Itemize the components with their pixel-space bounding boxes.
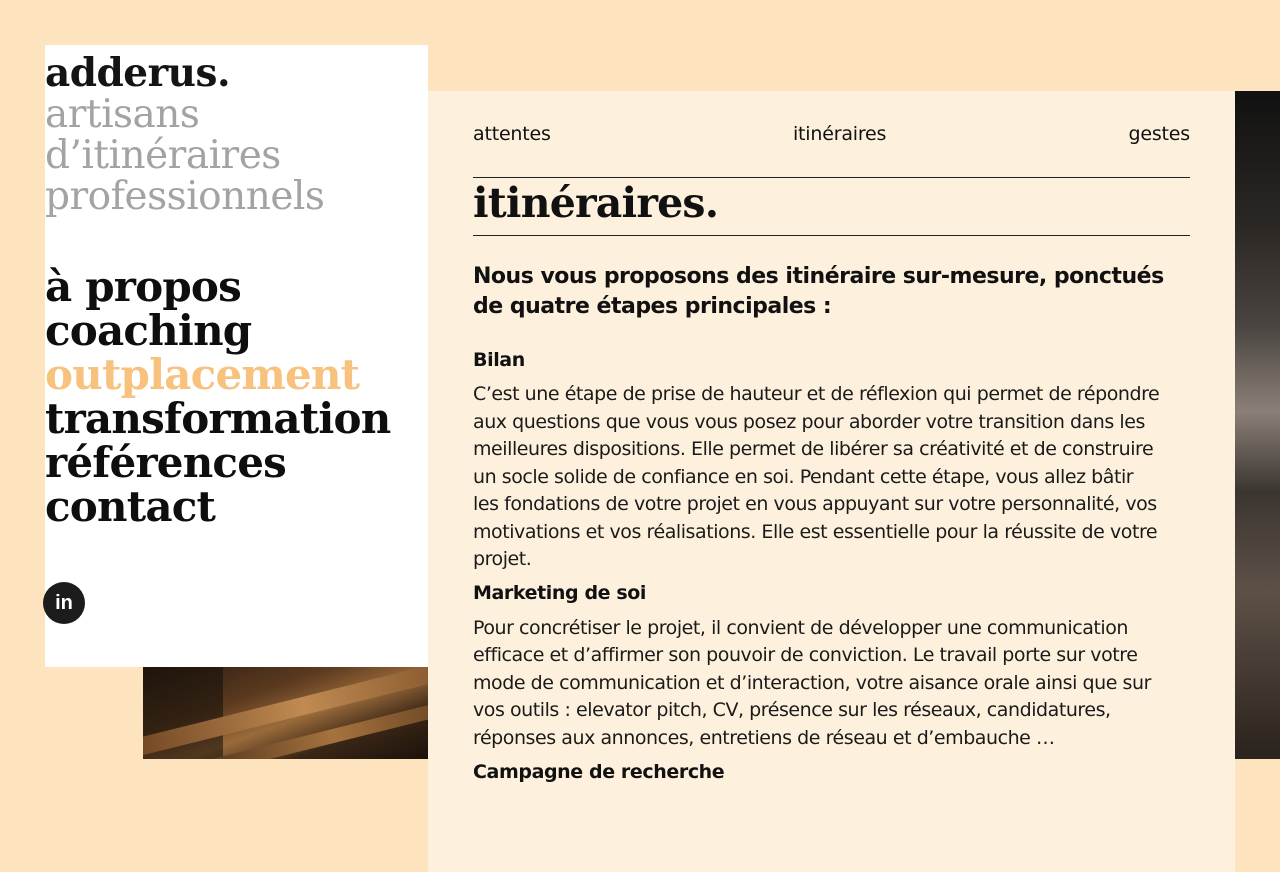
tab-gestes[interactable]: gestes bbox=[1128, 123, 1190, 145]
decorative-photo-left bbox=[143, 667, 428, 759]
linkedin-icon[interactable] bbox=[43, 582, 85, 624]
menu-item-coaching[interactable]: coaching bbox=[45, 306, 252, 355]
tab-attentes[interactable]: attentes bbox=[473, 123, 551, 145]
section-title-campagne: Campagne de recherche bbox=[473, 761, 725, 783]
main-menu bbox=[45, 262, 428, 531]
section-body-marketing: Pour concrétiser le projet, il convient de développer une communication efficace et d’affirmer son pouvoir de conviction. Le travail porte sur votre mode de communication et d’interaction, votre aisance orale ainsi que sur vos outils : elevator pitch, CV, présence sur les réseaux, candidatures, réponses aux annonces, entretiens de réseau et d’embauche … bbox=[473, 616, 1151, 749]
intro-text: Nous vous proposons des itinéraire sur-mesure, ponctués de quatre étapes principales : bbox=[473, 264, 1164, 319]
brand-tagline-line: d’itinéraires bbox=[45, 133, 281, 178]
brand[interactable] bbox=[45, 45, 428, 217]
section-tabs bbox=[473, 91, 1190, 178]
section-title-marketing: Marketing de soi bbox=[473, 581, 647, 604]
menu-item-contact[interactable]: contact bbox=[45, 482, 216, 531]
brand-tagline-line: professionnels bbox=[45, 174, 325, 219]
brand-tagline-line: artisans bbox=[45, 92, 200, 137]
decorative-photo-right bbox=[1235, 91, 1280, 759]
content-panel bbox=[428, 91, 1235, 872]
menu-item-references[interactable]: références bbox=[45, 438, 286, 487]
section-title-bilan: Bilan bbox=[473, 349, 525, 371]
linkedin-label: in bbox=[55, 591, 73, 614]
brand-name[interactable]: adderus. bbox=[45, 50, 231, 96]
section-body-bilan: C’est une étape de prise de hauteur et de réflexion qui permet de répondre aux questions que vous vous posez pour aborder votre transition dans les meilleures dispositions. Elle permet de libérer sa créativité et de construire un socle solide de confiance en soi. Pendant cette étape, vous allez bâtir les fondations de votre projet en vous appuyant sur votre personnalité, vos motivations et vos réalisations. Elle est essentielle pour la réussite de votre projet. bbox=[473, 383, 1160, 570]
sidebar bbox=[45, 45, 428, 667]
menu-item-a-propos[interactable]: à propos bbox=[45, 262, 241, 311]
menu-item-transformation[interactable]: transformation bbox=[45, 394, 391, 443]
tab-itineraires[interactable]: itinéraires bbox=[792, 123, 887, 145]
page-title: itinéraires. bbox=[473, 178, 1190, 236]
menu-item-outplacement[interactable]: outplacement bbox=[45, 350, 360, 399]
